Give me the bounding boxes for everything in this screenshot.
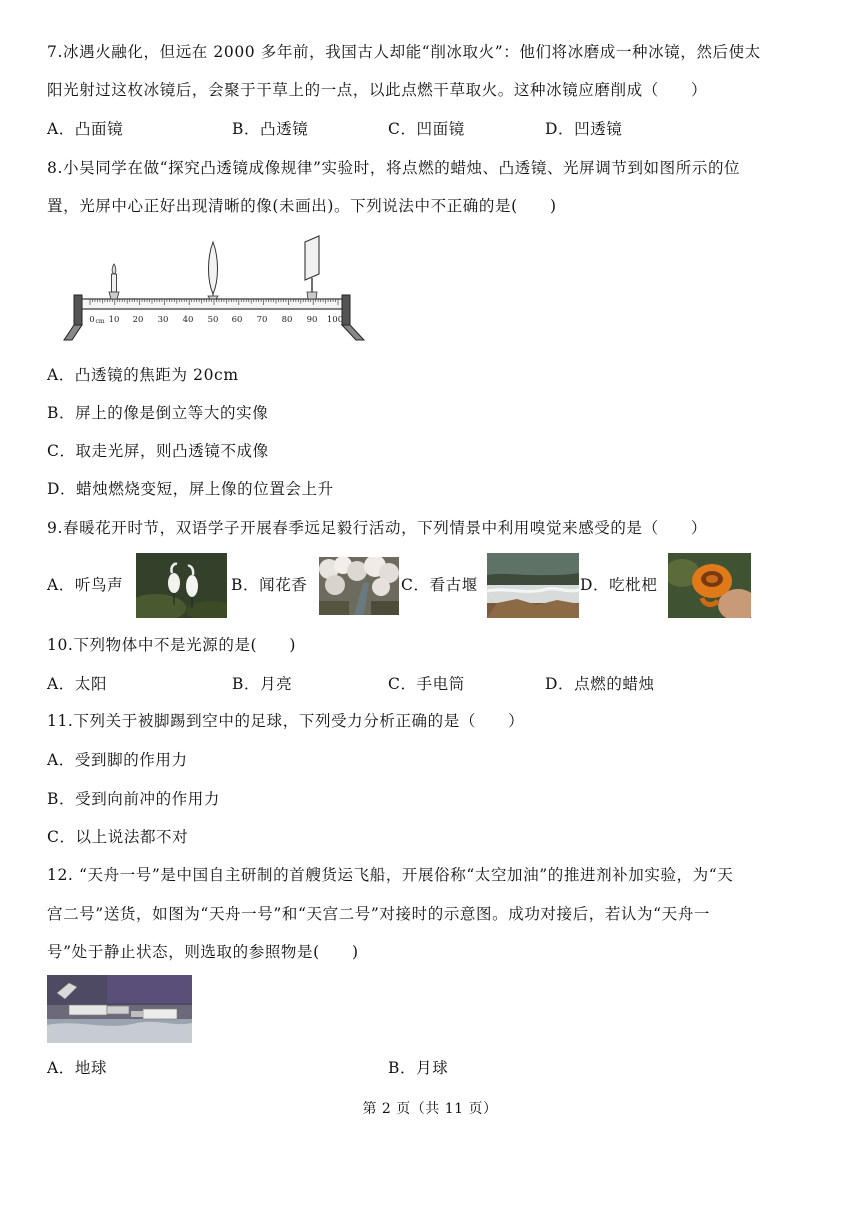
docking-spacecraft-image [47, 975, 192, 1043]
tick-label-70: 70 [256, 315, 268, 325]
tick-label-50: 50 [207, 315, 219, 325]
blossoms-photo [319, 557, 399, 615]
optical-bench-figure [62, 232, 368, 348]
q12-stem-line2: 宫二号”送货，如图为“天舟一号”和“天宫二号”对接时的示意图。成功对接后，若认为“天舟一 [47, 905, 710, 923]
light-screen-icon [305, 236, 319, 299]
q8-option-a: A．凸透镜的焦距为 20cm [47, 366, 239, 384]
tick-label-20: 20 [132, 315, 144, 325]
ancient-weir-photo [487, 553, 579, 618]
q10-option-d: D．点燃的蜡烛 [545, 675, 655, 693]
q11-stem-line1: 11.下列关于被脚踢到空中的足球，下列受力分析正确的是（ ） [47, 712, 525, 730]
tick-label-0: 0 [89, 315, 95, 325]
q8-stem-line2: 置，光屏中心正好出现清晰的像(未画出)。下列说法中不正确的是( ) [47, 197, 557, 215]
q11-option-a: A．受到脚的作用力 [47, 751, 188, 769]
q12-option-b: B．月球 [388, 1059, 449, 1077]
q7-option-d: D．凹透镜 [545, 120, 623, 138]
q8-option-d: D．蜡烛燃烧变短，屏上像的位置会上升 [47, 480, 334, 498]
q10-option-c: C．手电筒 [388, 675, 465, 693]
q10-option-a: A．太阳 [47, 675, 108, 693]
q9-stem-line1: 9.春暖花开时节，双语学子开展春季远足毅行活动，下列情景中利用嗅觉来感受的是（ ） [47, 519, 707, 537]
q12-stem-line1: 12. “天舟一号”是中国自主研制的首艘货运飞船，开展俗称“太空加油”的推进剂补加实验，为“天 [47, 866, 734, 884]
tick-label-90: 90 [306, 315, 318, 325]
q9-option-a: A．听鸟声 [47, 576, 124, 594]
q7-option-a: A．凸面镜 [47, 120, 124, 138]
tick-label-80: 80 [281, 315, 293, 325]
q8-stem-line1: 8.小吴同学在做“探究凸透镜成像规律”实验时，将点燃的蜡烛、凸透镜、光屏调节到如图所示的位 [47, 159, 741, 177]
q9-option-b: B．闻花香 [231, 576, 308, 594]
q9-option-c: C．看古堰 [401, 576, 478, 594]
tick-label-60: 60 [231, 315, 243, 325]
q7-stem-line2: 阳光射过这枚冰镜后，会聚于干草上的一点，以此点燃干草取火。这种冰镜应磨削成（ ） [47, 81, 708, 99]
egrets-photo [136, 553, 227, 618]
q8-option-b: B．屏上的像是倒立等大的实像 [47, 404, 269, 422]
q12-option-a: A．地球 [47, 1059, 108, 1077]
candle-icon [109, 264, 119, 299]
loquat-photo [668, 553, 751, 618]
tick-label-40: 40 [182, 315, 194, 325]
tick-label-10: 10 [108, 315, 120, 325]
tick-unit: cm [95, 318, 105, 325]
q7-stem-line1: 7.冰遇火融化，但远在 2000 多年前，我国古人却能“削冰取火”：他们将冰磨成一种冰镜，然后使太 [47, 43, 761, 61]
q7-option-b: B．凸透镜 [232, 120, 309, 138]
ruler-tick-labels [89, 315, 343, 325]
tick-label-30: 30 [157, 315, 169, 325]
q10-stem-line1: 10.下列物体中不是光源的是( ) [47, 636, 297, 654]
page-footer: 第 2 页（共 11 页） [362, 1101, 498, 1117]
q7-option-c: C．凹面镜 [388, 120, 465, 138]
tick-label-100: 100 [326, 315, 344, 325]
q10-option-b: B．月亮 [232, 675, 293, 693]
convex-lens-icon [208, 242, 218, 299]
q12-stem-line3: 号”处于静止状态，则选取的参照物是( ) [47, 943, 359, 961]
q9-option-d: D．吃枇杷 [580, 576, 658, 594]
q11-option-c: C．以上说法都不对 [47, 828, 189, 846]
q11-option-b: B．受到向前冲的作用力 [47, 790, 220, 808]
q8-option-c: C．取走光屏，则凸透镜不成像 [47, 442, 269, 460]
